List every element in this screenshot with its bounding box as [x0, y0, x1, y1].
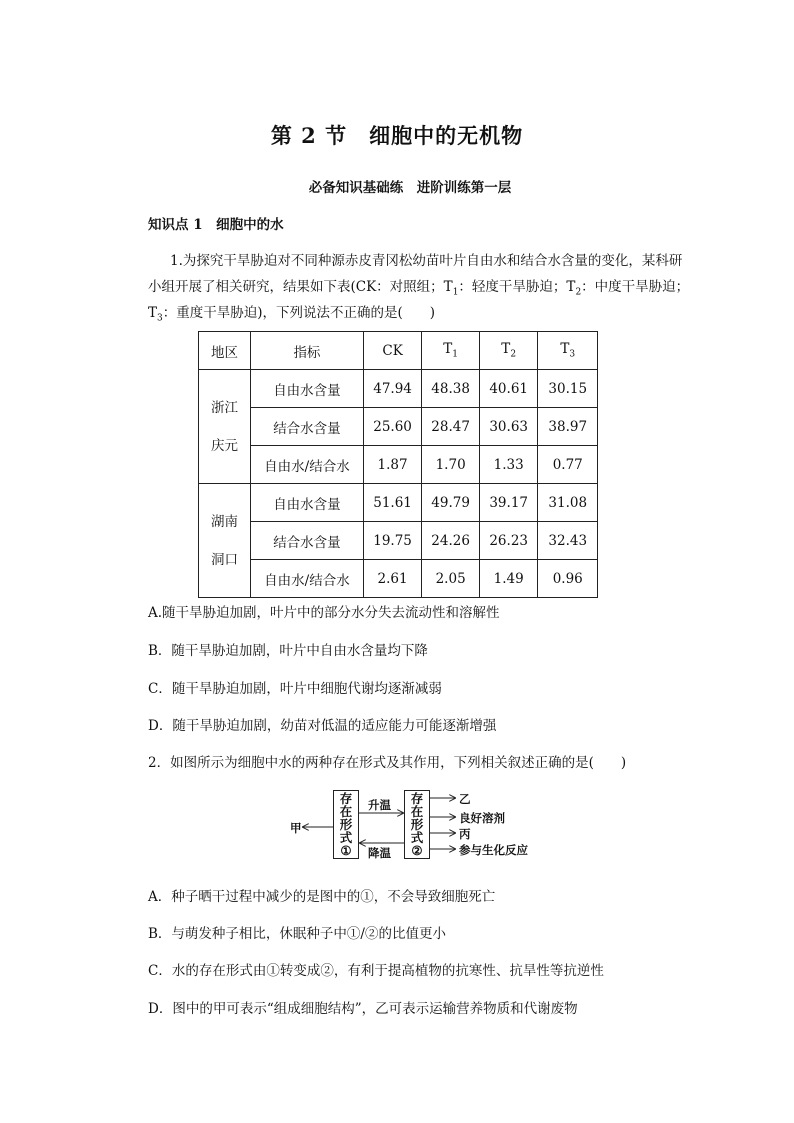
label-bing: 丙: [459, 827, 471, 841]
value-cell: 2.05: [422, 560, 480, 598]
header-index: 指标: [251, 332, 364, 370]
q2-stem: 2．如图所示为细胞中水的两种存在形式及其作用，下列相关叙述正确的是( ): [148, 755, 627, 771]
value-cell: 25.60: [363, 408, 422, 446]
water-forms-diagram: [285, 788, 555, 863]
table-row: [199, 446, 598, 484]
value-cell: 2.61: [363, 560, 422, 598]
q1-option-d: D．随干旱胁迫加剧，幼苗对低温的适应能力可能逐渐增强: [148, 718, 497, 734]
region-cell: 浙江 庆元: [199, 370, 251, 484]
header-ck: CK: [363, 332, 422, 370]
table-row: [199, 370, 598, 408]
index-cell: 结合水含量: [251, 408, 364, 446]
value-cell: 32.43: [538, 522, 598, 560]
form-1-box: 存 在 形 式 ①: [333, 790, 359, 859]
value-cell: 30.63: [479, 408, 538, 446]
q1-line2: 小组开展了相关研究，结果如下表(CK：对照组；$T_1$：轻度干旱胁迫；$T_2$：中度干旱胁迫；: [148, 279, 690, 298]
label-heating: 升温: [368, 798, 391, 812]
region-cell: 湖南 洞口: [199, 484, 251, 598]
q1-option-b: B．随干旱胁迫加剧，叶片中自由水含量均下降: [148, 643, 428, 659]
value-cell: 31.08: [538, 484, 598, 522]
value-cell: 28.47: [422, 408, 480, 446]
label-good-solvent: 良好溶剂: [459, 811, 505, 825]
table-row: [199, 484, 598, 522]
header-t1: $T_1$: [422, 332, 480, 370]
value-cell: 1.33: [479, 446, 538, 484]
value-cell: 51.61: [363, 484, 422, 522]
value-cell: 30.15: [538, 370, 598, 408]
index-cell: 自由水/结合水: [251, 560, 364, 598]
q2-option-c: C．水的存在形式由①转变成②，有利于提高植物的抗寒性、抗旱性等抗逆性: [148, 963, 604, 979]
q1-line1: 1.为探究干旱胁迫对不同种源赤皮青冈松幼苗叶片自由水和结合水含量的变化，某科研: [170, 253, 683, 269]
label-jia: 甲: [290, 821, 302, 835]
knowledge-point-heading: 知识点 1 细胞中的水: [148, 217, 284, 233]
table-row: [199, 408, 598, 446]
table-row: [199, 522, 598, 560]
value-cell: 49.79: [422, 484, 480, 522]
header-region: 地区: [199, 332, 251, 370]
value-cell: 0.96: [538, 560, 598, 598]
q2-option-a: A．种子晒干过程中减少的是图中的①，不会导致细胞死亡: [148, 889, 496, 905]
value-cell: 26.23: [479, 522, 538, 560]
q1-line3: $T_3$：重度干旱胁迫)，下列说法不正确的是( ): [148, 305, 436, 324]
q2-option-b: B．与萌发种子相比，休眠种子中①/②的比值更小: [148, 926, 446, 942]
label-yi: 乙: [459, 792, 471, 806]
index-cell: 自由水含量: [251, 370, 364, 408]
results-table: [198, 331, 598, 598]
label-cooling: 降温: [368, 846, 391, 860]
label-biochem-reaction: 参与生化反应: [459, 843, 528, 857]
value-cell: 1.70: [422, 446, 480, 484]
q1-option-a: A.随干旱胁迫加剧，叶片中的部分水分失去流动性和溶解性: [148, 605, 500, 621]
form-2-box: 存 在 形 式 ②: [404, 790, 430, 859]
value-cell: 19.75: [363, 522, 422, 560]
value-cell: 1.87: [363, 446, 422, 484]
value-cell: 39.17: [479, 484, 538, 522]
value-cell: 47.94: [363, 370, 422, 408]
table-row: [199, 560, 598, 598]
index-cell: 自由水/结合水: [251, 446, 364, 484]
index-cell: 自由水含量: [251, 484, 364, 522]
value-cell: 48.38: [422, 370, 480, 408]
index-cell: 结合水含量: [251, 522, 364, 560]
page-title: 第 2 节 细胞中的无机物: [270, 123, 524, 148]
value-cell: 1.49: [479, 560, 538, 598]
value-cell: 40.61: [479, 370, 538, 408]
value-cell: 38.97: [538, 408, 598, 446]
header-t2: $T_2$: [479, 332, 538, 370]
header-t3: $T_3$: [538, 332, 598, 370]
section-subtitle: 必备知识基础练 进阶训练第一层: [308, 180, 512, 196]
q1-option-c: C．随干旱胁迫加剧，叶片中细胞代谢均逐渐减弱: [148, 681, 442, 697]
q2-option-d: D．图中的甲可表示“组成细胞结构”，乙可表示运输营养物质和代谢废物: [148, 1001, 578, 1017]
value-cell: 24.26: [422, 522, 480, 560]
table-header-row: [199, 332, 598, 370]
value-cell: 0.77: [538, 446, 598, 484]
